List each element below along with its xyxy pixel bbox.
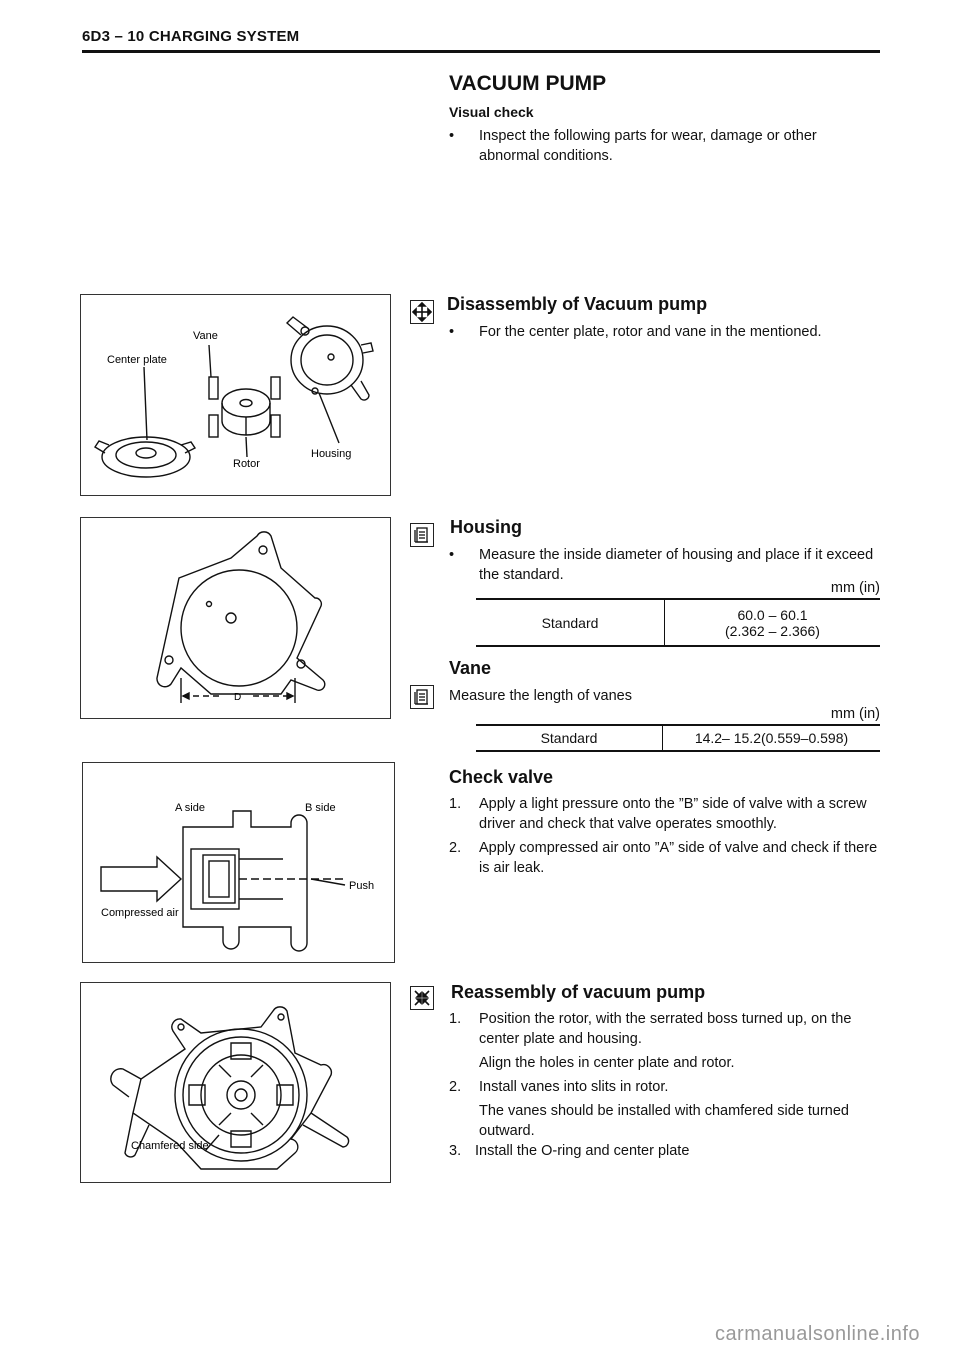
- reassembly-icon: [410, 986, 434, 1010]
- housing-unit: mm (in): [830, 580, 880, 596]
- check-valve-drawing: [83, 763, 394, 962]
- list-item: • Measure the inside diameter of housing and place if it exceed the standard.: [449, 547, 874, 583]
- step-number: 3.: [449, 1143, 462, 1159]
- section-title: VACUUM PUMP: [449, 72, 607, 95]
- label-push: Push: [349, 880, 375, 892]
- figure-housing: [80, 517, 391, 719]
- step-number: 1.: [449, 1011, 462, 1027]
- housing-standard-table: [476, 598, 880, 647]
- watermark: carmanualsonline.info: [714, 1323, 920, 1345]
- standard-value-line2: (2.362 – 2.366): [725, 622, 820, 639]
- visual-check-heading: Visual check: [449, 104, 534, 120]
- label-a-side: A side: [175, 802, 205, 814]
- label-chamfered-side: Chamfered side: [131, 1140, 209, 1152]
- reassembly-steps: [449, 1009, 881, 1165]
- list-item: [449, 1077, 881, 1097]
- housing-measure-icon: [410, 523, 434, 547]
- label-rotor: Rotor: [233, 458, 260, 470]
- step-note: The vanes should be installed with chamfered side turned outward.: [479, 1103, 849, 1139]
- label-b-side: B side: [305, 802, 336, 814]
- step-text: Apply a light pressure onto the ”B” side of valve with a screw driver and check that valve operates smoothly.: [479, 796, 867, 832]
- table-row: [476, 725, 880, 751]
- check-valve-title: Check valve: [449, 767, 554, 787]
- list-item: [449, 794, 881, 834]
- step-number: 2.: [449, 1079, 462, 1095]
- housing-title: Housing: [450, 517, 522, 537]
- visual-check-text: Inspect the following parts for wear, damage or other abnormal conditions.: [479, 128, 817, 164]
- list-item: • For the center plate, rotor and vane in the mentioned.: [449, 324, 822, 340]
- check-valve-steps: [449, 794, 881, 882]
- vane-unit: mm (in): [830, 706, 880, 722]
- standard-value-line1: 60.0 – 60.1: [737, 606, 808, 623]
- disassembly-text: For the center plate, rotor and vane in the mentioned.: [479, 324, 822, 340]
- label-center-plate: Center plate: [107, 354, 167, 366]
- list-item: [449, 1053, 881, 1073]
- visual-check-list: [449, 126, 881, 170]
- reassembly-drawing: [81, 983, 390, 1182]
- figure-reassembly: [80, 982, 391, 1183]
- standard-label-cell: Standard: [476, 599, 665, 646]
- label-d: D: [234, 692, 242, 703]
- list-item: [449, 1009, 881, 1049]
- disassembly-drawing: [81, 295, 390, 495]
- figure-check-valve: [82, 762, 395, 963]
- step-number: 1.: [449, 796, 462, 812]
- standard-value-cell: [665, 599, 881, 646]
- step-number: 2.: [449, 840, 462, 856]
- list-item: [449, 1101, 881, 1141]
- header-rule: [82, 50, 880, 53]
- disassembly-title: Disassembly of Vacuum pump: [447, 294, 708, 314]
- label-vane: Vane: [193, 330, 218, 342]
- step-note: Align the holes in center plate and rotor.: [479, 1055, 735, 1071]
- label-compressed-air: Compressed air: [101, 907, 179, 919]
- list-item: [449, 838, 881, 878]
- housing-text: Measure the inside diameter of housing and place if it exceed the standard.: [479, 547, 874, 583]
- housing-drawing: [81, 518, 390, 718]
- vane-standard-table: [476, 724, 880, 752]
- disassembly-icon: [410, 300, 434, 324]
- reassembly-title: Reassembly of vacuum pump: [451, 982, 706, 1002]
- step-text: Apply compressed air onto ”A” side of valve and check if there is air leak.: [479, 840, 878, 876]
- disassembly-list: [449, 322, 881, 346]
- page-header: 6D3 – 10 CHARGING SYSTEM: [82, 28, 300, 45]
- step-text: Position the rotor, with the serrated boss turned up, on the center plate and housing.: [479, 1011, 852, 1047]
- figure-disassembly: [80, 294, 391, 496]
- step-text: Install vanes into slits in rotor.: [479, 1079, 669, 1095]
- list-item: • Inspect the following parts for wear, damage or other abnormal conditions.: [449, 128, 817, 164]
- label-housing: Housing: [311, 448, 352, 460]
- vane-measure-icon: [410, 685, 434, 709]
- table-row: [476, 599, 880, 646]
- vane-text: Measure the length of vanes: [449, 688, 632, 704]
- standard-label-cell: Standard: [476, 725, 663, 751]
- standard-value-cell: 14.2– 15.2(0.559–0.598): [663, 725, 881, 751]
- vane-title: Vane: [449, 658, 492, 678]
- step-text: Install the O-ring and center plate: [475, 1143, 690, 1159]
- list-item: [449, 1141, 881, 1161]
